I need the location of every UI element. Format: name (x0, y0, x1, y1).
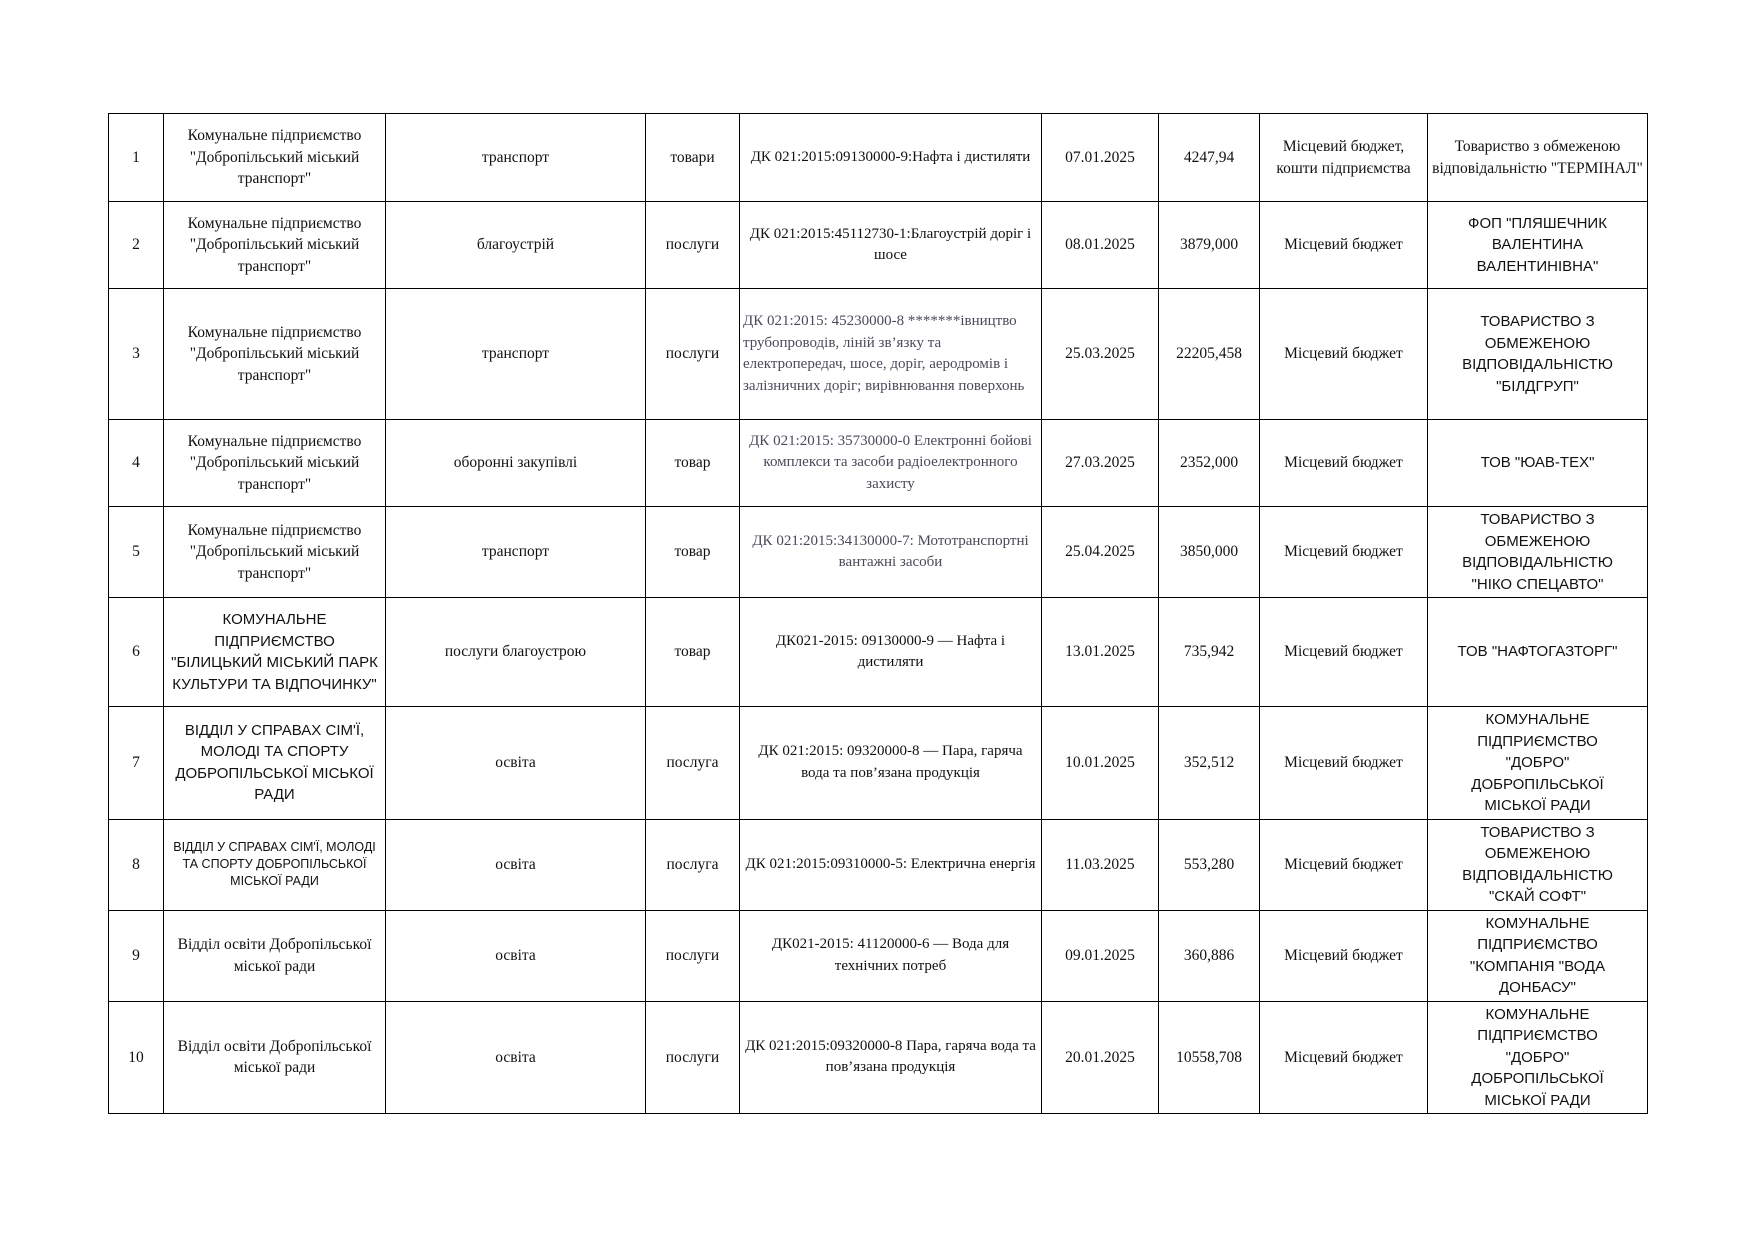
buyer-cell: Комунальне підприємство "Добропільський міський транспорт" (164, 289, 386, 420)
table-row (109, 289, 1648, 420)
funding-source-cell: Місцевий бюджет (1260, 598, 1428, 707)
row-number-cell: 5 (109, 507, 164, 598)
sector-cell: транспорт (386, 289, 646, 420)
buyer-cell: Комунальне підприємство "Добропільський міський транспорт" (164, 114, 386, 202)
cpv-code-cell: ДК 021:2015:09130000-9:Нафта і дистиляти (740, 114, 1042, 202)
supplier-cell: ФОП "ПЛЯШЕЧНИК ВАЛЕНТИНА ВАЛЕНТИНІВНА" (1428, 202, 1648, 289)
funding-source-cell: Місцевий бюджет (1260, 420, 1428, 507)
cpv-code-cell: ДК021-2015: 41120000-6 — Вода для технічних потреб (740, 910, 1042, 1001)
date-cell: 08.01.2025 (1042, 202, 1159, 289)
supplier-cell: ТОВАРИСТВО З ОБМЕЖЕНОЮ ВІДПОВІДАЛЬНІСТЮ "НІКО СПЕЦАВТО" (1428, 507, 1648, 598)
amount-cell: 2352,000 (1159, 420, 1260, 507)
amount-cell: 553,280 (1159, 819, 1260, 910)
cpv-code-cell: ДК 021:2015: 35730000-0 Електронні бойові комплекси та засоби радіоелектронного захисту (740, 420, 1042, 507)
document-page (108, 113, 1648, 1114)
date-cell: 25.04.2025 (1042, 507, 1159, 598)
funding-source-cell: Місцевий бюджет (1260, 1001, 1428, 1114)
row-number-cell: 1 (109, 114, 164, 202)
date-cell: 13.01.2025 (1042, 598, 1159, 707)
supplier-cell: ТОВАРИСТВО З ОБМЕЖЕНОЮ ВІДПОВІДАЛЬНІСТЮ "СКАЙ СОФТ" (1428, 819, 1648, 910)
supplier-cell: КОМУНАЛЬНЕ ПІДПРИЄМСТВО "ДОБРО" ДОБРОПІЛЬСЬКОЇ МІСЬКОЇ РАДИ (1428, 1001, 1648, 1114)
cpv-code-cell: ДК 021:2015: 45230000-8 *******івництво трубопроводів, ліній зв’язку та електропередач, шосе, доріг, аеродромів і залізничних доріг; вирівнювання поверхонь (740, 289, 1042, 420)
sector-cell: послуги благоустрою (386, 598, 646, 707)
type-cell: послуги (646, 910, 740, 1001)
funding-source-cell: Місцевий бюджет (1260, 910, 1428, 1001)
supplier-cell: Товариство з обмеженою відповідальністю "ТЕРМІНАЛ" (1428, 114, 1648, 202)
row-number-cell: 8 (109, 819, 164, 910)
amount-cell: 4247,94 (1159, 114, 1260, 202)
type-cell: товари (646, 114, 740, 202)
funding-source-cell: Місцевий бюджет (1260, 202, 1428, 289)
date-cell: 27.03.2025 (1042, 420, 1159, 507)
funding-source-cell: Місцевий бюджет (1260, 707, 1428, 820)
table-row (109, 507, 1648, 598)
buyer-cell: ВІДДІЛ У СПРАВАХ СІМ'Ї, МОЛОДІ ТА СПОРТУ ДОБРОПІЛЬСЬКОЇ МІСЬКОЇ РАДИ (164, 707, 386, 820)
buyer-cell: Комунальне підприємство "Добропільський міський транспорт" (164, 507, 386, 598)
row-number-cell: 2 (109, 202, 164, 289)
cpv-code-cell: ДК 021:2015:09310000-5: Електрична енергія (740, 819, 1042, 910)
buyer-cell: ВІДДІЛ У СПРАВАХ СІМ'Ї, МОЛОДІ ТА СПОРТУ ДОБРОПІЛЬСЬКОЇ МІСЬКОЇ РАДИ (164, 819, 386, 910)
row-number-cell: 10 (109, 1001, 164, 1114)
sector-cell: благоустрій (386, 202, 646, 289)
type-cell: товар (646, 598, 740, 707)
type-cell: товар (646, 507, 740, 598)
cpv-code-cell: ДК 021:2015:45112730-1:Благоустрій доріг і шосе (740, 202, 1042, 289)
funding-source-cell: Місцевий бюджет (1260, 819, 1428, 910)
buyer-cell: Комунальне підприємство "Добропільський міський транспорт" (164, 202, 386, 289)
cpv-code-cell: ДК 021:2015: 09320000-8 — Пара, гаряча вода та пов’язана продукція (740, 707, 1042, 820)
table-row (109, 114, 1648, 202)
row-number-cell: 3 (109, 289, 164, 420)
supplier-cell: ТОВАРИСТВО З ОБМЕЖЕНОЮ ВІДПОВІДАЛЬНІСТЮ "БІЛДГРУП" (1428, 289, 1648, 420)
supplier-cell: КОМУНАЛЬНЕ ПІДПРИЄМСТВО "ДОБРО" ДОБРОПІЛЬСЬКОЇ МІСЬКОЇ РАДИ (1428, 707, 1648, 820)
type-cell: товар (646, 420, 740, 507)
row-number-cell: 4 (109, 420, 164, 507)
table-row (109, 1001, 1648, 1114)
type-cell: послуги (646, 202, 740, 289)
row-number-cell: 7 (109, 707, 164, 820)
date-cell: 10.01.2025 (1042, 707, 1159, 820)
supplier-cell: ТОВ "ЮАВ-ТЕХ" (1428, 420, 1648, 507)
date-cell: 20.01.2025 (1042, 1001, 1159, 1114)
type-cell: послуга (646, 819, 740, 910)
amount-cell: 735,942 (1159, 598, 1260, 707)
buyer-cell: КОМУНАЛЬНЕ ПІДПРИЄМСТВО "БІЛИЦЬКИЙ МІСЬКИЙ ПАРК КУЛЬТУРИ ТА ВІДПОЧИНКУ" (164, 598, 386, 707)
type-cell: послуга (646, 707, 740, 820)
amount-cell: 360,886 (1159, 910, 1260, 1001)
sector-cell: освіта (386, 707, 646, 820)
sector-cell: транспорт (386, 114, 646, 202)
cpv-code-cell: ДК021-2015: 09130000-9 — Нафта і дистиляти (740, 598, 1042, 707)
funding-source-cell: Місцевий бюджет (1260, 507, 1428, 598)
sector-cell: транспорт (386, 507, 646, 598)
date-cell: 07.01.2025 (1042, 114, 1159, 202)
date-cell: 09.01.2025 (1042, 910, 1159, 1001)
table-row (109, 202, 1648, 289)
buyer-cell: Відділ освіти Добропільської міської ради (164, 910, 386, 1001)
amount-cell: 352,512 (1159, 707, 1260, 820)
table-row (109, 598, 1648, 707)
date-cell: 25.03.2025 (1042, 289, 1159, 420)
amount-cell: 10558,708 (1159, 1001, 1260, 1114)
sector-cell: освіта (386, 1001, 646, 1114)
date-cell: 11.03.2025 (1042, 819, 1159, 910)
funding-source-cell: Місцевий бюджет, кошти підприємства (1260, 114, 1428, 202)
row-number-cell: 6 (109, 598, 164, 707)
table-row (109, 420, 1648, 507)
table-row (109, 707, 1648, 820)
supplier-cell: ТОВ "НАФТОГАЗТОРГ" (1428, 598, 1648, 707)
procurement-table (108, 113, 1648, 1114)
supplier-cell: КОМУНАЛЬНЕ ПІДПРИЄМСТВО "КОМПАНІЯ "ВОДА ДОНБАСУ" (1428, 910, 1648, 1001)
buyer-cell: Відділ освіти Добропільської міської ради (164, 1001, 386, 1114)
table-row (109, 819, 1648, 910)
table-row (109, 910, 1648, 1001)
row-number-cell: 9 (109, 910, 164, 1001)
type-cell: послуги (646, 289, 740, 420)
amount-cell: 22205,458 (1159, 289, 1260, 420)
amount-cell: 3879,000 (1159, 202, 1260, 289)
cpv-code-cell: ДК 021:2015:09320000-8 Пара, гаряча вода та пов’язана продукція (740, 1001, 1042, 1114)
sector-cell: освіта (386, 910, 646, 1001)
cpv-code-cell: ДК 021:2015:34130000-7: Мототранспортні вантажні засоби (740, 507, 1042, 598)
amount-cell: 3850,000 (1159, 507, 1260, 598)
buyer-cell: Комунальне підприємство "Добропільський міський транспорт" (164, 420, 386, 507)
funding-source-cell: Місцевий бюджет (1260, 289, 1428, 420)
type-cell: послуги (646, 1001, 740, 1114)
sector-cell: освіта (386, 819, 646, 910)
sector-cell: оборонні закупівлі (386, 420, 646, 507)
